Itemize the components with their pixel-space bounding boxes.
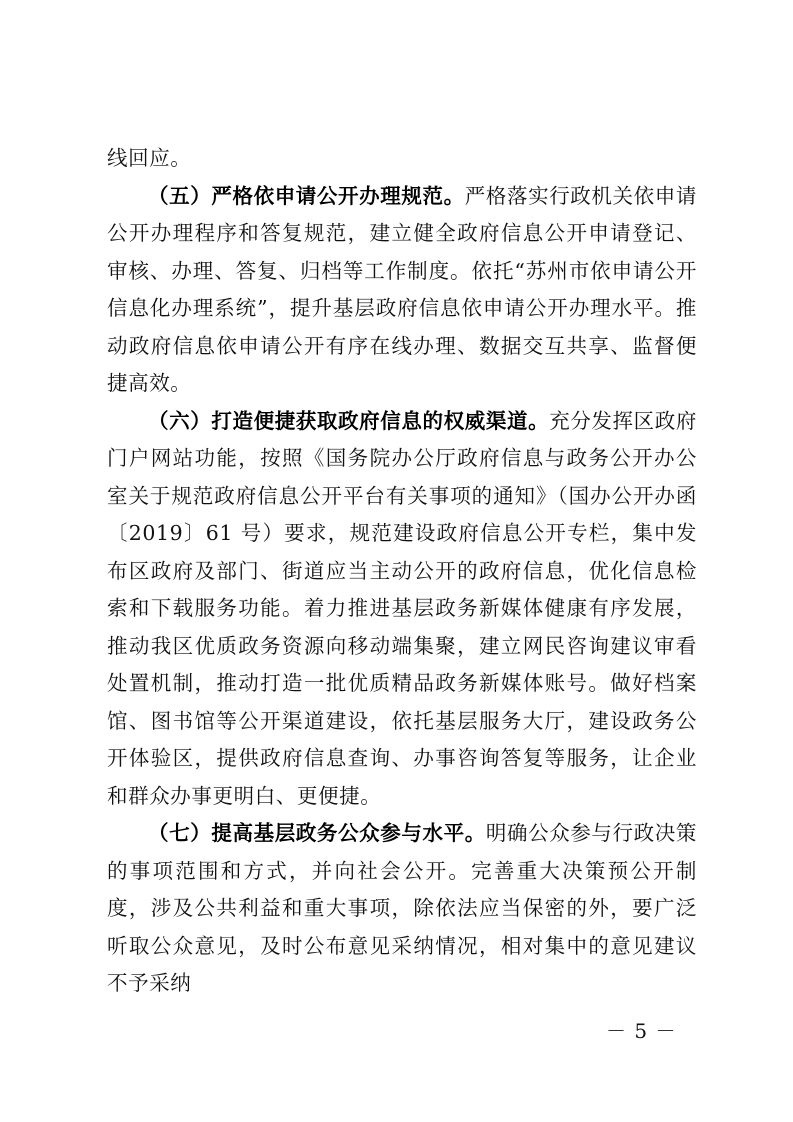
continuation-text: 线回应。 — [107, 146, 192, 170]
document-body — [107, 140, 697, 1003]
section-6 — [107, 403, 697, 816]
section-6-heading: （六）打造便捷获取政府信息的权威渠道。 — [148, 408, 550, 433]
section-7-body: 明确公众参与行政决策的事项范围和方式，并向社会公开。完善重大决策预公开制度，涉及公共利益和重大事项，除依法应当保密的外，要广泛听取公众意见，及时公布意见采纳情况，相对集中的意见建议不予采纳 — [107, 821, 697, 995]
section-7-heading: （七）提高基层政务公众参与水平。 — [148, 821, 486, 845]
section-6-body: 充分发挥区政府门户网站功能，按照《国务院办公厅政府信息与政务公开办公室关于规范政府信息公开平台有关事项的通知》（国办公开办函〔2019〕61 号）要求，规范建设政府信息公开专栏，集中发布区政府及部门、街道应当主动公开的政府信息，优化信息检索和下载服务功能。着力推进基层政务新媒体健康有序发展，推动我区优质政务资源向移动端集聚，建立网民咨询建议审看处置机制，推动打造一批优质精品政务新媒体账号。做好档案馆、图书馆等公开渠道建设，依托基层服务大厅，建设政务公开体验区，提供政府信息查询、办事咨询答复等服务，让企业和群众办事更明白、更便捷。 — [107, 408, 697, 808]
section-5 — [107, 178, 697, 403]
section-5-heading: （五）严格依申请公开办理规范。 — [148, 183, 465, 208]
section-7 — [107, 815, 697, 1003]
section-5-body: 严格落实行政机关依申请公开办理程序和答复规范，建立健全政府信息公开申请登记、审核、办理、答复、归档等工作制度。依托“苏州市依申请公开信息化办理系统”，提升基层政府信息依申请公开办理水平。推动政府信息依申请公开有序在线办理、数据交互共享、监督便捷高效。 — [107, 183, 697, 395]
page-number: － 5 － — [606, 1019, 677, 1043]
